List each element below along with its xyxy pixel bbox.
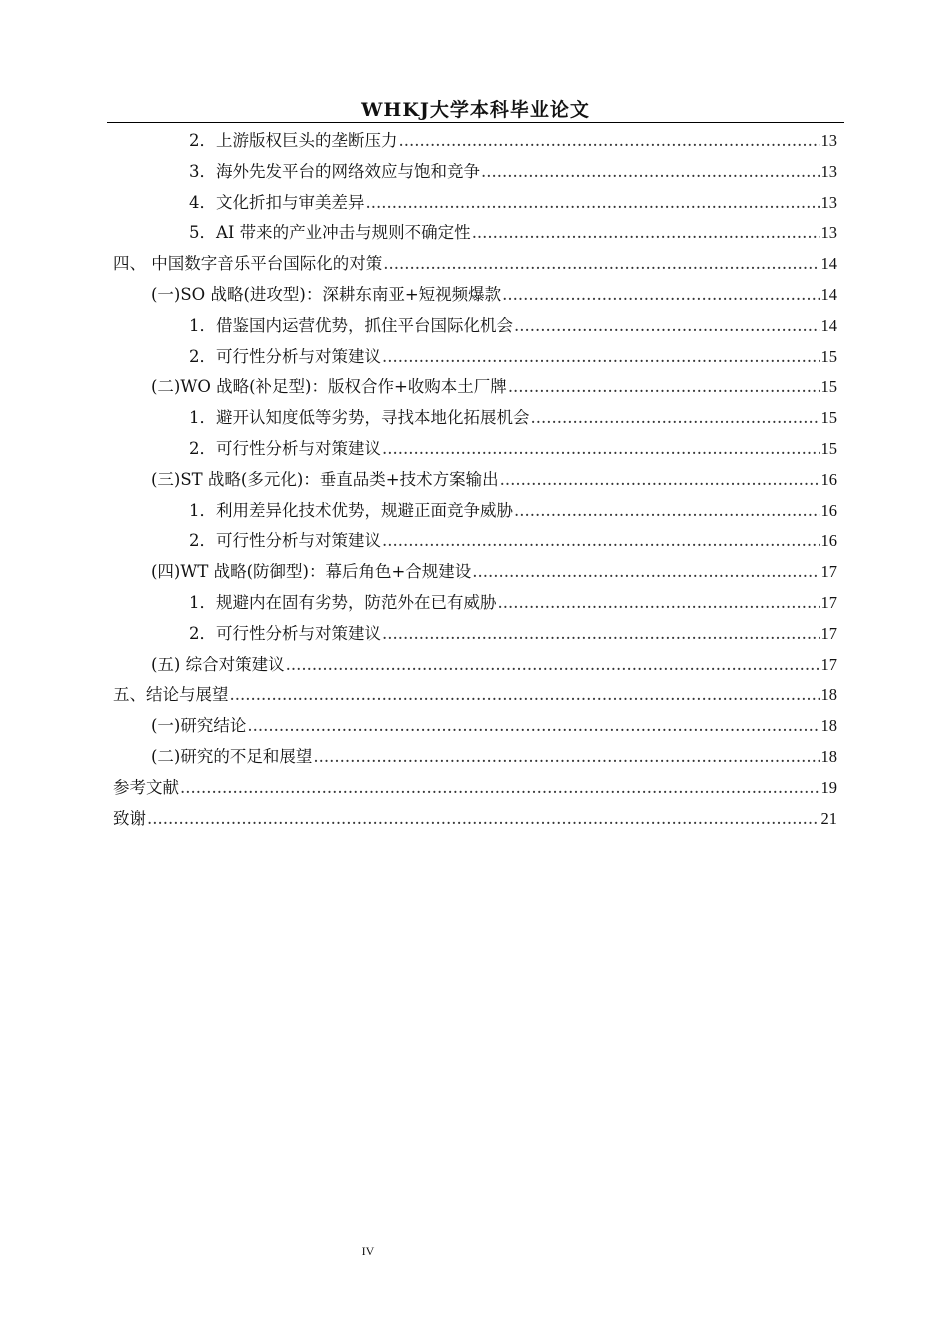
toc-entry[interactable] [113, 218, 837, 249]
toc-entry-page: 15 [820, 408, 837, 428]
toc-entry[interactable] [113, 680, 837, 711]
toc-entry-page: 21 [820, 808, 837, 828]
toc-leader-dots [286, 650, 820, 681]
toc-entry-page: 14 [820, 254, 837, 274]
toc-entry-page: 16 [820, 500, 837, 520]
toc-leader-dots [531, 403, 820, 434]
toc-entry[interactable] [113, 650, 837, 681]
toc-entry-title: 3．海外先发平台的网络效应与饱和竞争 [189, 161, 480, 181]
toc-entry[interactable] [113, 372, 837, 403]
toc-entry-title: (二)WO 战略(补足型)：版权合作+收购本土厂牌 [151, 377, 507, 397]
toc-entry-page: 15 [820, 438, 837, 458]
toc-entry-title: (五) 综合对策建议 [151, 654, 285, 674]
toc-entry[interactable] [113, 157, 837, 188]
toc-entry[interactable] [113, 557, 837, 588]
toc-leader-dots [247, 711, 819, 742]
toc-entry[interactable] [113, 588, 837, 619]
toc-entry[interactable] [113, 465, 837, 496]
toc-entry[interactable] [113, 126, 837, 157]
toc-leader-dots [382, 434, 820, 465]
toc-leader-dots [382, 526, 820, 557]
toc-entry-page: 17 [820, 654, 837, 674]
toc-leader-dots [366, 188, 820, 219]
toc-entry[interactable] [113, 403, 837, 434]
toc-entry-title: 2．上游版权巨头的垄断压力 [189, 131, 398, 150]
toc-leader-dots [313, 742, 819, 773]
toc-entry-title: (一)研究结论 [151, 716, 247, 736]
toc-entry-title: 四、 中国数字音乐平台国际化的对策 [113, 254, 383, 274]
page-number: IV [361, 1244, 375, 1258]
page-header [107, 98, 844, 122]
toc-leader-dots [472, 557, 819, 588]
toc-entry-page: 17 [820, 562, 837, 582]
toc-entry-title: (二)研究的不足和展望 [151, 746, 313, 766]
toc-entry[interactable] [113, 342, 837, 373]
toc-leader-dots [383, 249, 819, 280]
toc-entry-page: 16 [820, 531, 837, 551]
header-title: WHKJ大学本科毕业论文 [361, 99, 590, 121]
toc-entry[interactable] [113, 249, 837, 280]
toc-leader-dots [498, 588, 820, 619]
toc-leader-dots [399, 126, 820, 157]
toc-entry-page: 13 [820, 223, 837, 243]
toc-entry-title: (四)WT 战略(防御型)：幕后角色+合规建设 [151, 562, 472, 582]
toc-entry-title: 2．可行性分析与对策建议 [189, 346, 381, 366]
toc-entry-page: 13 [820, 192, 837, 212]
toc-entry[interactable] [113, 434, 837, 465]
toc-leader-dots [502, 280, 819, 311]
toc-entry-title: (三)ST 战略(多元化)：垂直品类+技术方案输出 [151, 469, 499, 489]
toc-entry-page: 15 [820, 346, 837, 366]
toc-leader-dots [472, 218, 820, 249]
toc-entry-page: 17 [820, 623, 837, 643]
toc-entry-title: 五、结论与展望 [113, 685, 229, 705]
toc-entry-page: 15 [820, 377, 837, 397]
toc-entry-title: 1．利用差异化技术优势，规避正面竞争威胁 [189, 500, 513, 520]
toc-entry-page: 16 [820, 469, 837, 489]
toc-entry-page: 18 [820, 716, 837, 736]
toc-entry[interactable] [113, 526, 837, 557]
toc-leader-dots [514, 311, 820, 342]
toc-entry-title: 4．文化折扣与审美差异 [189, 192, 365, 212]
toc-entry[interactable] [113, 804, 837, 835]
toc-entry[interactable] [113, 742, 837, 773]
toc-entry-title: 2．可行性分析与对策建议 [189, 623, 381, 643]
toc-entry-title: 5．AI 带来的产业冲击与规则不确定性 [189, 223, 471, 243]
header-divider [107, 122, 844, 123]
toc-leader-dots [382, 619, 820, 650]
toc-entry[interactable] [113, 711, 837, 742]
table-of-contents [113, 126, 837, 834]
toc-entry-page: 18 [820, 685, 837, 705]
toc-entry-page: 14 [820, 284, 837, 304]
toc-leader-dots [514, 496, 820, 527]
toc-entry-title: 1．借鉴国内运营优势，抓住平台国际化机会 [189, 315, 513, 335]
toc-entry-title: 致谢 [113, 808, 146, 828]
toc-entry[interactable] [113, 188, 837, 219]
toc-entry[interactable] [113, 311, 837, 342]
toc-entry-page: 17 [820, 592, 837, 612]
toc-leader-dots [508, 372, 820, 403]
toc-entry-title: 参考文献 [113, 777, 179, 797]
toc-entry-page: 19 [820, 777, 837, 797]
toc-entry-page: 14 [820, 315, 837, 335]
toc-leader-dots [382, 342, 820, 373]
toc-entry-page: 13 [820, 131, 837, 150]
toc-entry-title: (一)SO 战略(进攻型)：深耕东南亚+短视频爆款 [151, 284, 502, 304]
toc-entry-title: 2．可行性分析与对策建议 [189, 531, 381, 551]
toc-leader-dots [481, 157, 820, 188]
toc-leader-dots [147, 804, 820, 835]
toc-leader-dots [500, 465, 820, 496]
toc-entry-title: 1．规避内在固有劣势，防范外在已有威胁 [189, 592, 497, 612]
toc-entry-page: 18 [820, 746, 837, 766]
toc-entry[interactable] [113, 280, 837, 311]
toc-entry-title: 1．避开认知度低等劣势，寻找本地化拓展机会 [189, 408, 530, 428]
toc-entry-page: 13 [820, 161, 837, 181]
toc-entry[interactable] [113, 773, 837, 804]
toc-leader-dots [230, 680, 820, 711]
toc-leader-dots [180, 773, 820, 804]
toc-entry[interactable] [113, 619, 837, 650]
toc-entry[interactable] [113, 496, 837, 527]
toc-entry-title: 2．可行性分析与对策建议 [189, 438, 381, 458]
